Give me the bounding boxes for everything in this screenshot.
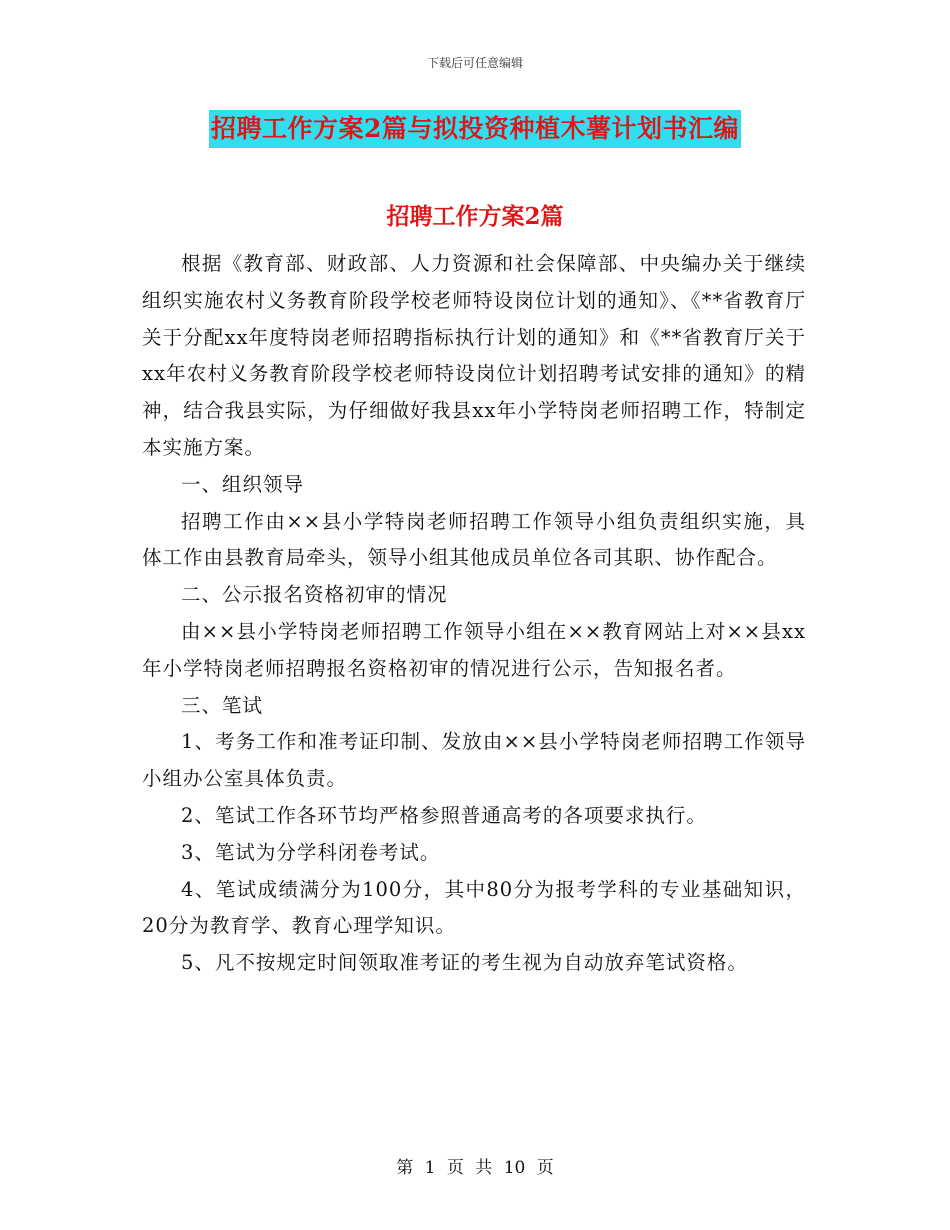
exam-item-1: 1、考务工作和准考证印制、发放由××县小学特岗老师招聘工作领导小组办公室具体负责。	[142, 730, 806, 791]
document-body	[142, 246, 806, 982]
paragraph-intro: 根据《教育部、财政部、人力资源和社会保障部、中央编办关于继续组织实施农村义务教育阶段学校老师特设岗位计划的通知》、《**省教育厅关于分配xx年度特岗老师招聘指标执行计划的通知》和《**省教育厅关于xx年农村义务教育阶段学校老师特设岗位计划招聘考试安排的通知》的精神，结合我县实际，为仔细做好我县xx年小学特岗老师招聘工作，特制定本实施方案。	[142, 252, 806, 459]
document-title	[0, 110, 950, 148]
header-note: 下载后可任意编辑	[426, 56, 523, 70]
exam-item-3: 3、笔试为分学科闭卷考试。	[181, 840, 441, 864]
exam-item-2: 2、笔试工作各环节均严格参照普通高考的各项要求执行。	[181, 803, 707, 827]
section-title: 招聘工作方案2篇	[386, 203, 564, 230]
document-title-text: 招聘工作方案2篇与拟投资种植木薯计划书汇编	[209, 110, 741, 148]
page-number-footer: 第 1 页 共 10 页	[396, 1158, 554, 1178]
heading-publicity: 二、公示报名资格初审的情况	[181, 583, 448, 607]
exam-item-5: 5、凡不按规定时间领取准考证的考生视为自动放弃笔试资格。	[181, 951, 748, 975]
paragraph-publicity: 由××县小学特岗老师招聘工作领导小组在××教育网站上对××县xx年小学特岗老师招聘报名资格初审的情况进行公示，告知报名者。	[142, 619, 806, 680]
heading-organization: 一、组织领导	[181, 472, 305, 496]
paragraph-organization: 招聘工作由××县小学特岗老师招聘工作领导小组负责组织实施，具体工作由县教育局牵头，领导小组其他成员单位各司其职、协作配合。	[142, 509, 806, 570]
exam-item-4: 4、笔试成绩满分为100分，其中80分为报考学科的专业基础知识，20分为教育学、教育心理学知识。	[142, 877, 806, 938]
heading-written-exam: 三、笔试	[181, 693, 264, 717]
